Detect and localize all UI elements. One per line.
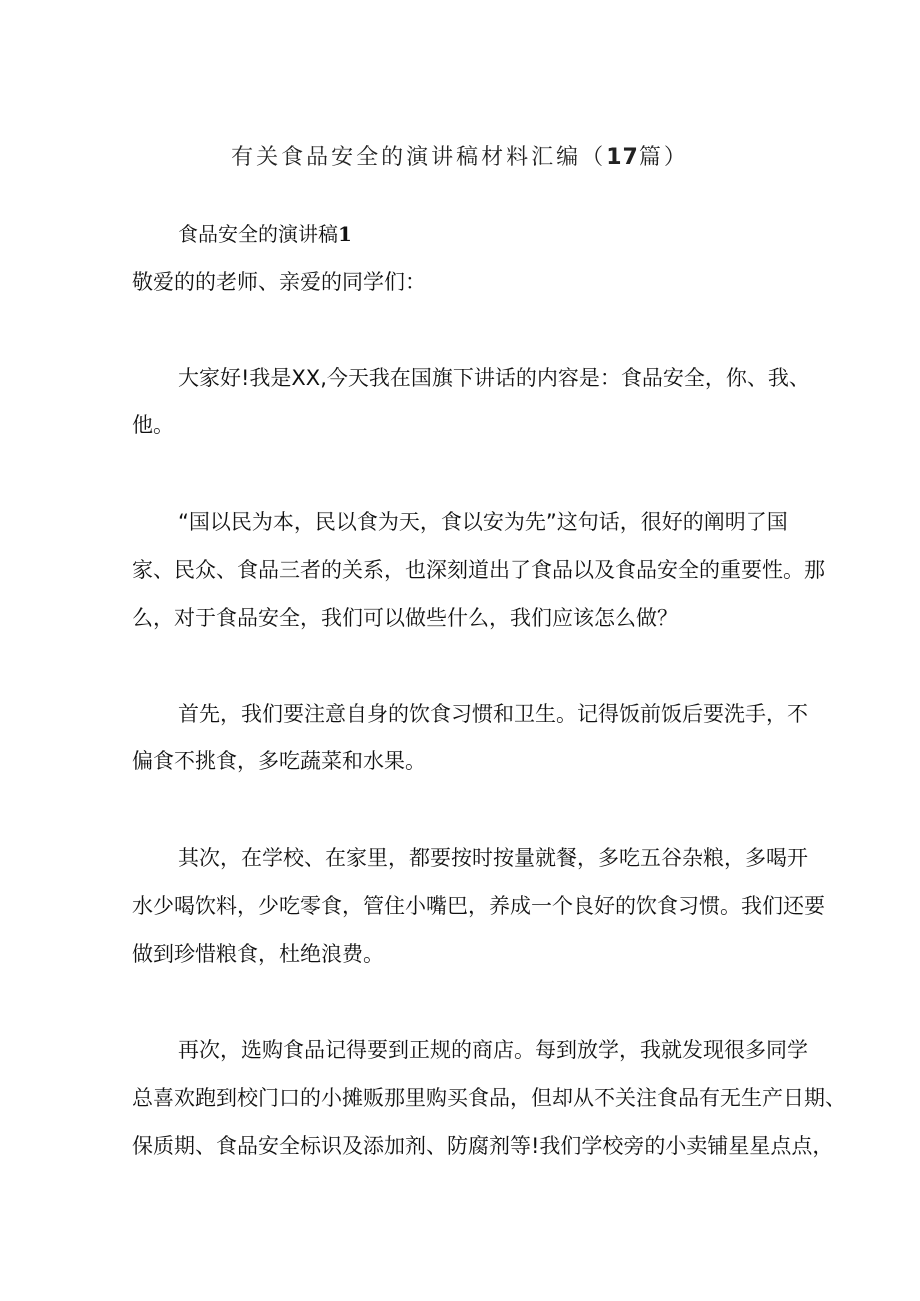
section-heading-number: 1 (338, 222, 352, 246)
title-text: 有关食品安全的演讲稿材料汇编（ (231, 145, 607, 170)
paragraph-line: 总喜欢跑到校门口的小摊贩那里购买食品，但却从不关注食品有无生产日期、 (132, 1086, 846, 1110)
paragraph-line: 水少喝饮料，少吃零食，管住小嘴巴，养成一个良好的饮食习惯。我们还要 (132, 894, 825, 918)
paragraph-line: 其次，在学校、在家里，都要按时按量就餐，多吃五谷杂粮，多喝开 (178, 846, 808, 870)
section-heading-text: 食品安全的演讲稿 (178, 222, 338, 246)
title-suffix: 篇） (638, 145, 689, 170)
section-heading (178, 219, 352, 249)
title-count: 17 (606, 145, 639, 170)
paragraph-line: 偏食不挑食，多吃蔬菜和水果。 (132, 749, 426, 773)
paragraph-line: 大家好!我是XX,今天我在国旗下讲话的内容是：食品安全，你、我、 (178, 366, 810, 390)
paragraph-line: 首先，我们要注意自身的饮食习惯和卫生。记得饭前饭后要洗手，不 (178, 702, 808, 726)
greeting: 敬爱的的老师、亲爱的同学们： (132, 270, 426, 294)
paragraph-line: 保质期、食品安全标识及添加剂、防腐剂等!我们学校旁的小卖铺星星点点， (132, 1134, 834, 1158)
paragraph-line: 家、民众、食品三者的关系，也深刻道出了食品以及食品安全的重要性。那 (132, 558, 825, 582)
paragraph-line: 他。 (132, 413, 174, 437)
document-title (0, 140, 920, 171)
paragraph-line: 再次，选购食品记得要到正规的商店。每到放学，我就发现很多同学 (178, 1038, 808, 1062)
paragraph-line: 么，对于食品安全，我们可以做些什么，我们应该怎么做？ (132, 606, 678, 630)
paragraph-line: “国以民为本，民以食为天，食以安为先”这句话，很好的阐明了国 (178, 510, 788, 534)
paragraph-line: 做到珍惜粮食，杜绝浪费。 (132, 942, 384, 966)
